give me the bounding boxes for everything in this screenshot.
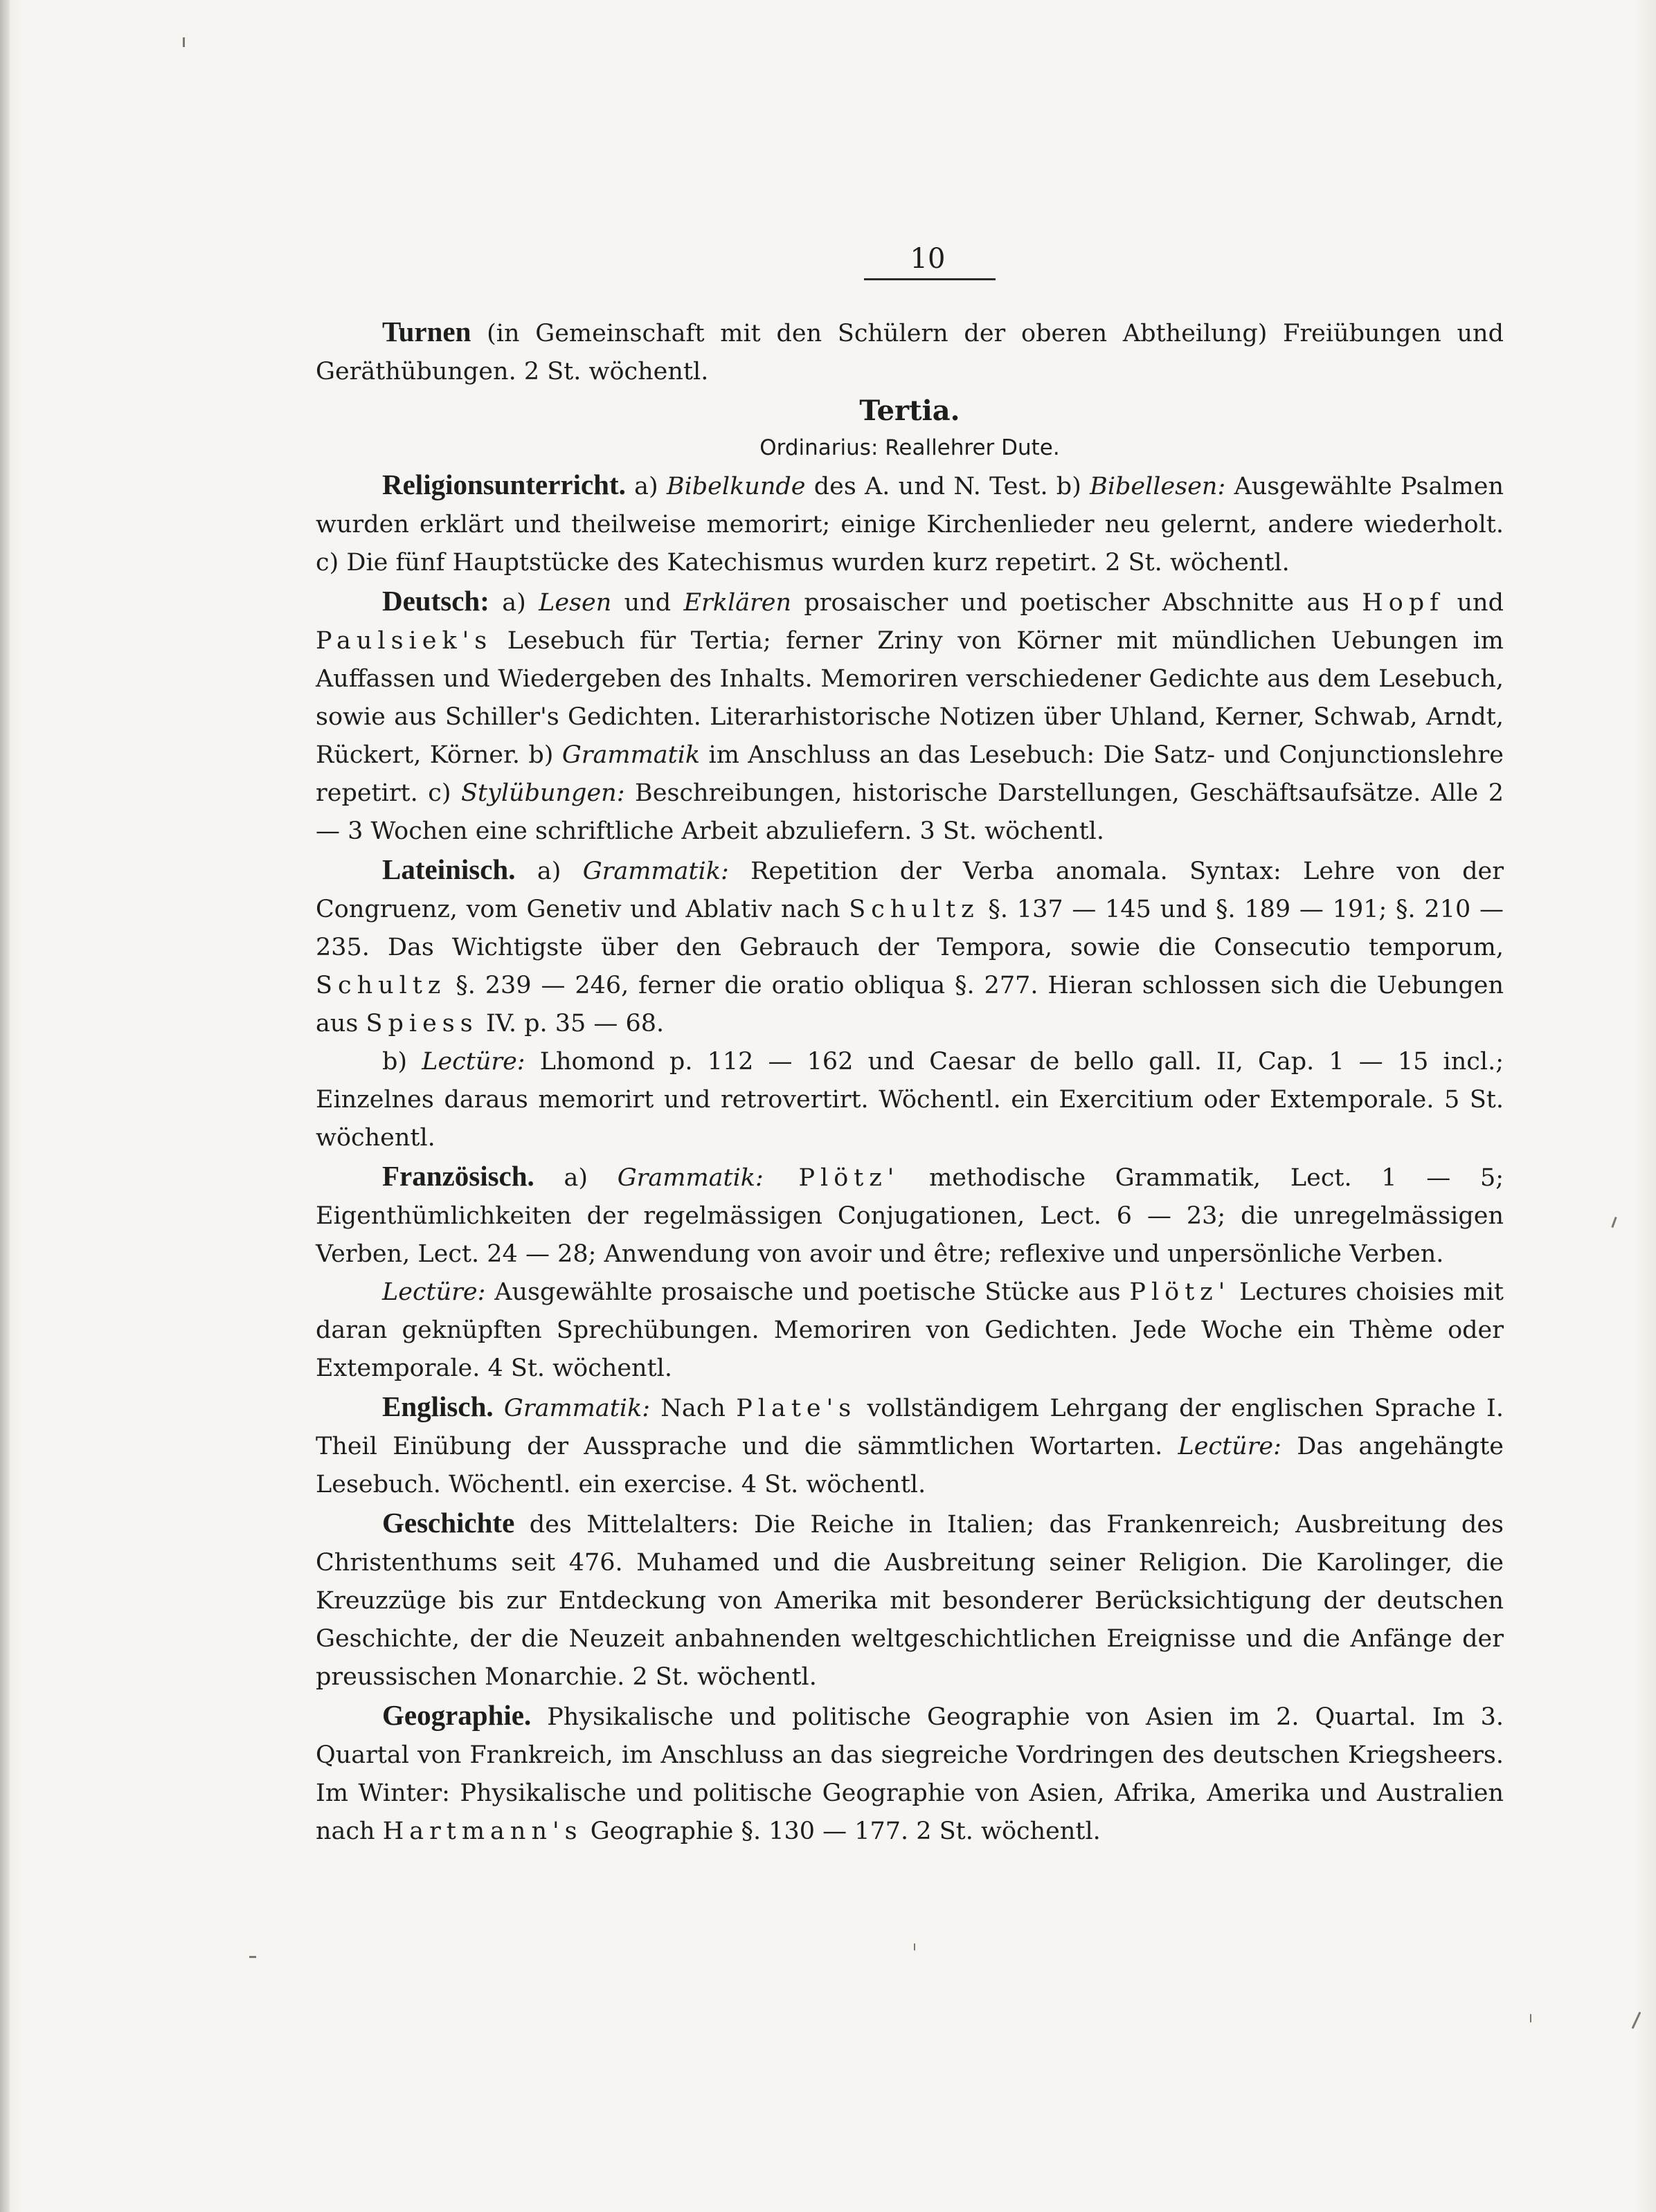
paragraph-latein: Lateinisch. a) Grammatik: Repetition der Verba anomala. Syntax: Lehre von der Congruenz, vom Genetiv und Ablativ nach Schultz §. 137 — 145 und §. 189 — 191; §. 210 — 235. Das Wichtigste über den Gebrauch der Tempora, sowie die Consecutio temporum, Schultz §. 239 — 246, ferner die oratio obliqua §. 277. Hieran schlossen sich die Uebungen aus Spiess IV. p. 35 — 68.	[316, 853, 1504, 1037]
paragraph-franzoesisch: Französisch. a) Grammatik: Plötz' methodische Grammatik, Lect. 1 — 5; Eigenthümlichkeiten der regelmässigen Conjugationen, Lect. 6 — 23; die unregelmässigen Verben, Lect. 24 — 28; Anwendung von avoir und être; reflexive und unpersönliche Verben.	[316, 1160, 1504, 1268]
paragraph-geschichte: Geschichte des Mittelalters: Die Reiche in Italien; das Frankenreich; Ausbreitung des Christenthums seit 476. Muhamed und die Ausbreitung seiner Religion. Die Karolinger, die Kreuzzüge bis zur Entdeckung von Amerika mit besonderer Berücksichtigung der deutschen Geschichte, der die Neuzeit anbahnenden weltgeschichtlichen Ereignisse und die Anfänge der preussischen Monarchie. 2 St. wöchentl.	[316, 1507, 1504, 1691]
heading-religion: Religionsunterricht.	[382, 469, 626, 500]
heading-latein: Lateinisch.	[382, 853, 516, 885]
heading-geschichte: Geschichte	[382, 1507, 515, 1539]
paragraph-latein-b: b) Lectüre: Lhomond p. 112 — 162 und Caesar de bello gall. II, Cap. 1 — 15 incl.; Einzelnes daraus memorirt und retrovertirt. Wöchentl. ein Exercitium oder Extemporale. 5 St. wöchentl.	[316, 1048, 1504, 1152]
heading-franzoesisch: Französisch.	[382, 1160, 534, 1192]
paragraph-franzoesisch-lecture: Lectüre: Ausgewählte prosaische und poetische Stücke aus Plötz' Lectures choisies mit daran geknüpften Sprechübungen. Memoriren von Gedichten. Jede Woche ein Thème oder Extemporale. 4 St. wöchentl.	[316, 1278, 1504, 1382]
heading-geographie: Geographie.	[382, 1699, 532, 1731]
scan-speck	[1611, 1217, 1617, 1228]
heading-englisch: Englisch.	[382, 1390, 494, 1422]
paragraph-deutsch: Deutsch: a) Lesen und Erklären prosaischer und poetischer Abschnitte aus Hopf und Paulsiek's Lesebuch für Tertia; ferner Zriny von Körner mit mündlichen Uebungen im Auffassen und Wiedergeben des Inhalts. Memoriren verschiedener Gedichte aus dem Lesebuch, sowie aus Schiller's Gedichten. Literarhistorische Notizen über Uhland, Kerner, Schwab, Arndt, Rückert, Körner. b) Grammatik im Anschluss an das Lesebuch: Die Satz- und Conjunctionslehre repetirt. c) Stylübungen: Beschreibungen, historische Darstellungen, Geschäftsaufsätze. Alle 2 — 3 Wochen eine schriftliche Arbeit abzuliefern. 3 St. wöchentl.	[316, 585, 1504, 845]
scan-speck	[1530, 2014, 1531, 2022]
page-body	[316, 313, 1504, 1851]
class-title: Tertia.	[859, 395, 960, 427]
heading-deutsch: Deutsch:	[382, 585, 489, 617]
page-number: 10	[910, 243, 946, 275]
page-left-edge	[0, 0, 10, 2212]
scan-speck	[183, 37, 185, 47]
scan-speck	[1632, 2012, 1641, 2029]
paragraph-geographie: Geographie. Physikalische und politische Geographie von Asien im 2. Quartal. Im 3. Quartal von Frankreich, im Anschluss an das siegreiche Vordringen des deutschen Kriegsheers. Im Winter: Physikalische und politische Geographie von Asien, Afrika, Amerika und Australien nach Hartmann's Geographie §. 130 — 177. 2 St. wöchentl.	[316, 1699, 1504, 1845]
paragraph-englisch: Englisch. Grammatik: Nach Plate's vollständigem Lehrgang der englischen Sprache I. Theil Einübung der Aussprache und die sämmtlichen Wortarten. Lectüre: Das angehängte Lesebuch. Wöchentl. ein exercise. 4 St. wöchentl.	[316, 1390, 1504, 1498]
paragraph-religion: Religionsunterricht. a) Bibelkunde des A. und N. Test. b) Bibellesen: Ausgewählte Psalmen wurden erklärt und theilweise memorirt; einige Kirchenlieder neu gelernt, andere wiederholt. c) Die fünf Hauptstücke des Katechismus wurden kurz repetirt. 2 St. wöchentl.	[316, 469, 1504, 577]
paragraph-turnen: Turnen (in Gemeinschaft mit den Schülern der oberen Abtheilung) Freiübungen und Geräthübungen. 2 St. wöchentl.	[316, 316, 1504, 386]
ordinarius-line: Ordinarius: Reallehrer Dute.	[759, 435, 1060, 460]
page-number-rule	[864, 278, 996, 280]
scan-speck	[914, 1943, 915, 1950]
scan-speck	[249, 1956, 256, 1958]
heading-turnen: Turnen	[382, 316, 471, 347]
